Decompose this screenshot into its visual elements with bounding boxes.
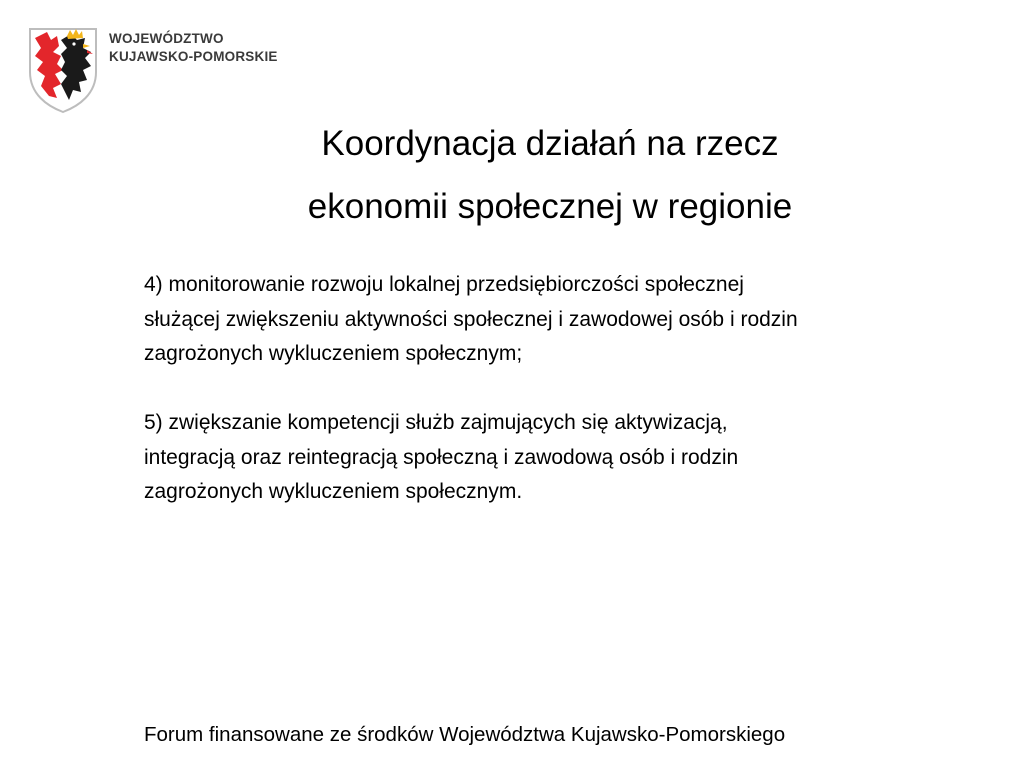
- slide-body: [144, 268, 964, 510]
- body-paragraph-4: 4) monitorowanie rozwoju lokalnej przedsiębiorczości społecznej służącej zwiększeniu aktywności społecznej i zawodowej osób i rodzin zagrożonych wykluczeniem społecznym;: [144, 273, 798, 365]
- griffin-coat-of-arms-icon: [27, 26, 99, 114]
- slide-title-line2: ekonomii społecznej w regionie: [307, 187, 793, 226]
- region-logo: [27, 26, 297, 116]
- region-name-line1: WOJEWÓDZTWO: [109, 31, 224, 46]
- region-name: [109, 30, 278, 66]
- body-paragraph-5: 5) zwiększanie kompetencji służb zajmujących się aktywizacją, integracją oraz reintegracją społeczną i zawodową osób i rodzin zagrożonych wykluczeniem społecznym.: [144, 411, 739, 503]
- slide-footer: Forum finansowane ze środków Województwa Kujawsko-Pomorskiego: [144, 723, 786, 746]
- slide-title-line1: Koordynacja działań na rzecz: [321, 124, 779, 163]
- region-name-line2: KUJAWSKO-POMORSKIE: [109, 49, 278, 64]
